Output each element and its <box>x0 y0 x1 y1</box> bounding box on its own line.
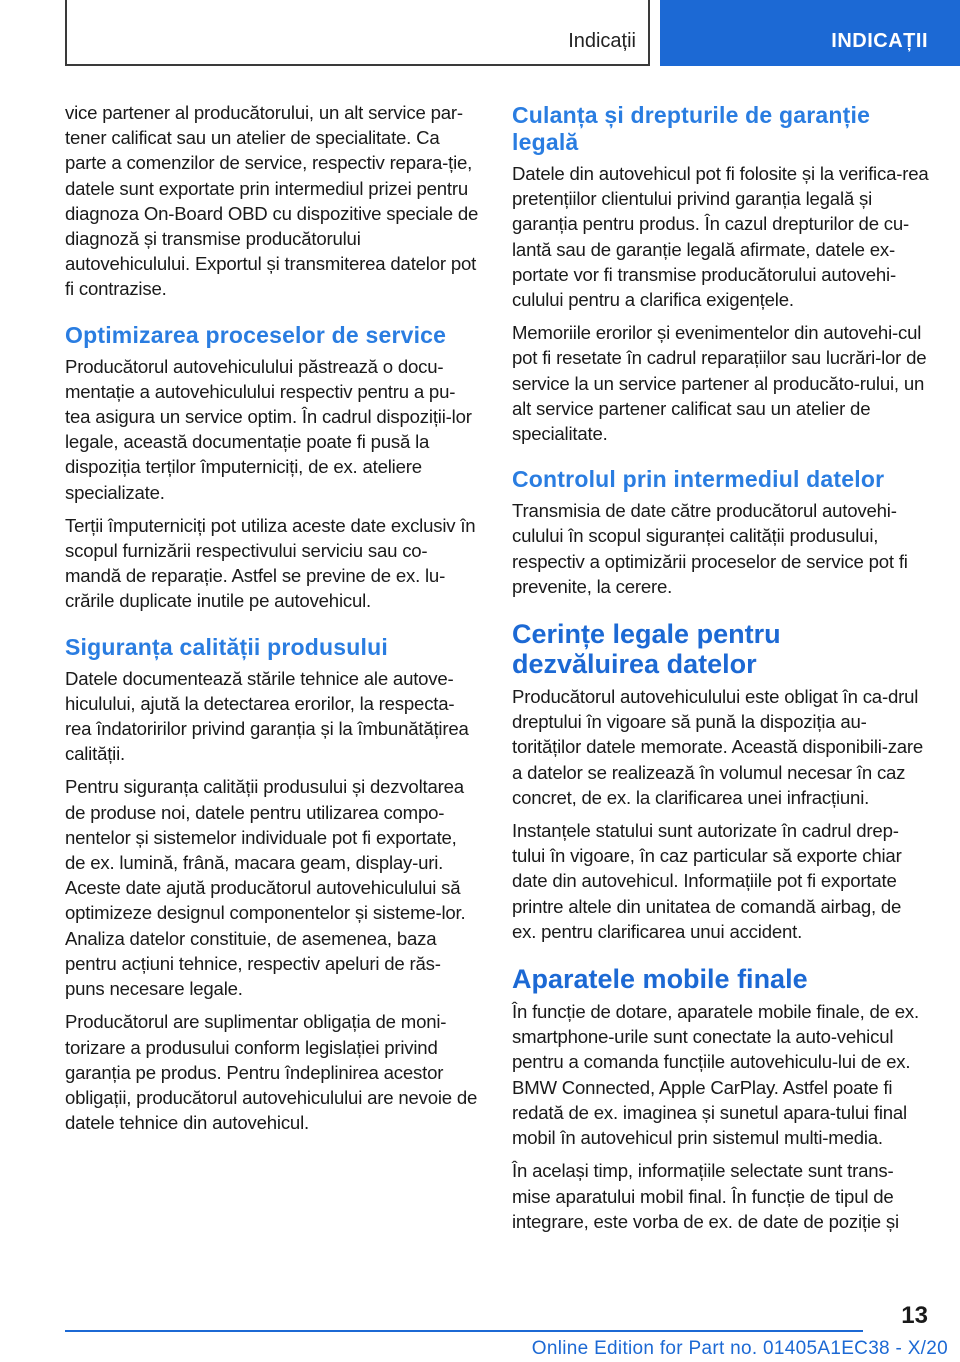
paragraph-monitorizare: Producătorul are suplimentar obligația de moni‐torizare a produsului conform legislației privind garanția pe produs. Pentru îndeplinirea acestor obligații, producătorul autovehiculului are nevoie de datele tehnice din autovehicul. <box>65 1011 478 1134</box>
paragraph-stari-tehnice: Datele documentează stările tehnice ale autove‐hiculului, ajută la detectarea erorilor, la respecta‐rea îndatoririlor privind garanția și la îmbunătățirea calității. <box>65 667 469 765</box>
page-number: 13 <box>901 1302 928 1329</box>
header-chapter-title: INDICAȚII <box>831 30 928 52</box>
paragraph-dezvoltare: Pentru siguranța calității produsului și dezvoltarea de produse noi, datele pentru utilizarea compo‐nentelor și sistemelor individuale pot fi exportate, de ex. lumină, frână, macara geam, display-uri. Aceste date ajută producătorul autovehiculului să optimizeze designul componentelor și sisteme‐lor. Analiza datelor constituie, de asemenea, baza pentru acțiuni tehnice, respectiv apeluri de răs‐puns necesare legale. <box>65 776 466 1000</box>
paragraph-informatii-selectate: În același timp, informațiile selectate sunt trans‐mise aparatului mobil final. În funcție de tipul de integrare, este vorba de ex. de date de poziție și <box>512 1160 899 1232</box>
header-section-title: Indicații <box>568 30 636 52</box>
footer-edition-text: Online Edition for Part no. 01405A1EC38 - X/20 <box>531 1338 948 1359</box>
footer-divider <box>65 1330 863 1332</box>
heading-siguranta: Siguranța calității produsului <box>65 633 388 660</box>
paragraph-autoritati: Producătorul autovehiculului este obligat în ca‐drul dreptului în vigoare să pună la dispoziția au‐torităților datele memorate. Această disponibili‐zare a datelor se realizează în volumul necesar în caz concret, de ex. la clarificarea unei infracțiuni. <box>512 686 924 808</box>
paragraph-documentatie: Producătorul autovehiculului păstrează o docu‐mentație a autovehiculului respectiv pentru a pu‐tea asigura un service optim. În cadrul dispoziții‐lor legale, această documentație poate fi pusă la dispoziția terților împuterniciți, de ex. ateliere specializate. <box>65 355 472 503</box>
heading-cerinte-legale: Cerințe legale pentru dezvăluirea datelor <box>512 619 781 680</box>
paragraph-instante: Instanțele statului sunt autorizate în cadrul drep‐tului în vigoare, în caz particular să exporte chiar date din autovehicul. Informațiile pot fi exportate printre altele din unitatea de comandă airbag, de ex. pentru clarificarea unui accident. <box>512 820 902 942</box>
paragraph-transmisie: Transmisia de date către producătorul autovehi‐culului în scopul siguranței calității produsului, respectiv a optimizării proceselor de service pot fi prevenite, la cerere. <box>512 500 908 597</box>
heading-optimizare: Optimizarea proceselor de service <box>65 321 447 348</box>
heading-culanta: Culanța și drepturile de garanție legală <box>512 102 871 155</box>
heading-controlul: Controlul prin intermediul datelor <box>512 466 885 493</box>
paragraph-terti: Terții împuterniciți pot utiliza aceste date exclusiv în scopul furnizării respectivului serviciu sau co‐mandă de reparație. Astfel se previne de ex. lu‐crările duplicate inutile pe autovehicul. <box>65 514 476 612</box>
right-column <box>512 100 930 1242</box>
paragraph-memorii-erori: Memoriile erorilor și evenimentelor din autovehi‐cul pot fi resetate în cadrul reparațiilor sau lucrări‐lor de service la un service partener al producăto‐rului, un alt service partener calificat sau un atelier de specialitate. <box>512 322 927 445</box>
paragraph-smartphone: În funcție de dotare, aparatele mobile finale, de ex. smartphone-urile sunt conectate la auto‐vehicul pentru a comanda funcțiile autovehiculu‐lui de ex. BMW Connected, Apple CarPlay. Astfel poate fi redată de ex. imaginea și sunetul apara‐tului final mobil în autovehicul prin sistemul multi‐media. <box>512 1001 919 1149</box>
paragraph-garantie: Datele din autovehicul pot fi folosite și la verifica‐rea pretențiilor clientului privind garanția legală și garanția pentru produs. În cazul drepturilor de cu‐lantă sau de garanție legală afirmate, datele ex‐portate vor fi transmise producătorului autovehi‐culului pentru a clarifica exigențele. <box>512 163 929 311</box>
paragraph-export-date: vice partener al producătorului, un alt service par‐tener calificat sau un atelier de specialitate. Ca parte a comenzilor de service, respectiv repara‐ție, datele sunt exportate prin intermediul prizei pentru diagnoza On-Board OBD cu dispozitive speciale de diagnoză și transmise producătorului autovehiculului. Exportul și transmiterea datelor pot fi contrazise. <box>65 102 479 300</box>
left-column <box>65 100 480 1143</box>
header-section-box <box>65 0 650 66</box>
heading-aparatele-mobile: Aparatele mobile finale <box>512 964 808 995</box>
header-chapter-tab <box>660 0 960 66</box>
